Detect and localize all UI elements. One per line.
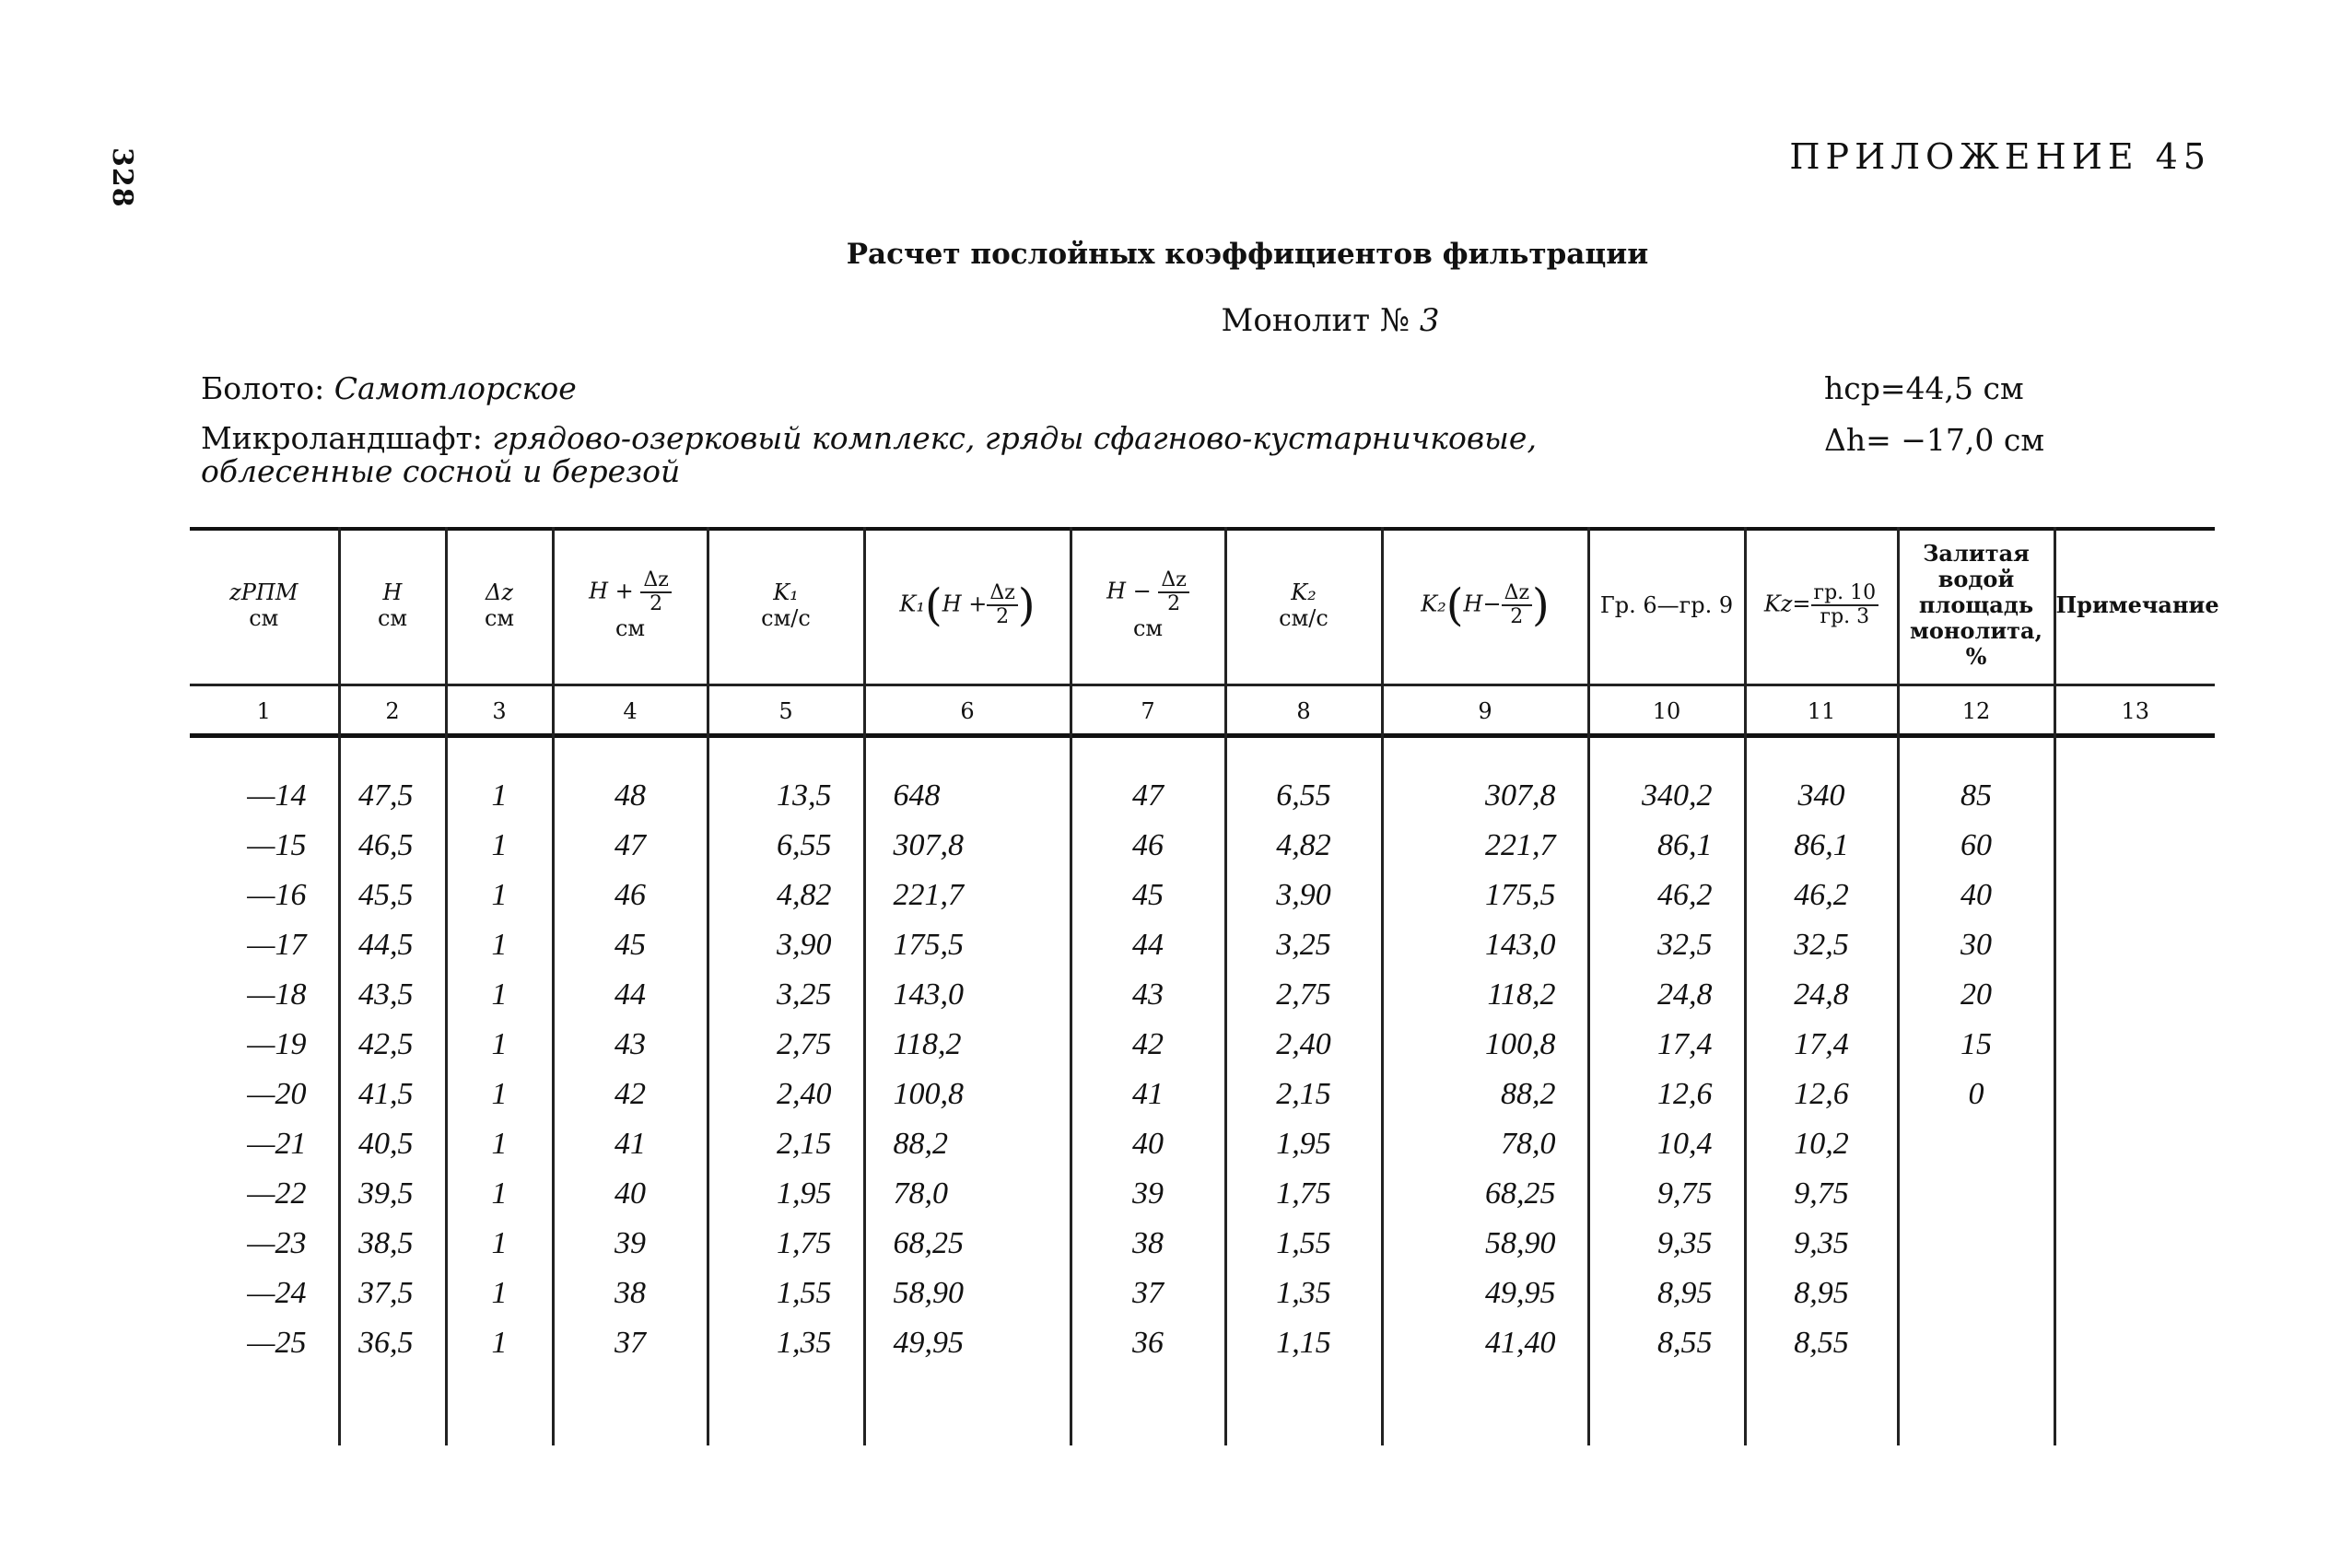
column-number: 3	[446, 685, 553, 737]
table-cell: 648	[864, 771, 1071, 821]
table-cell: —25	[247, 1326, 307, 1360]
table-cell: 3,90	[1225, 871, 1382, 920]
table-cell: 36,5	[339, 1318, 446, 1368]
table-row	[190, 821, 2215, 871]
subtitle-wrap	[1056, 302, 1440, 339]
micro-label: Микроландшафт:	[201, 420, 483, 456]
column-number: 12	[1898, 685, 2054, 737]
table-cell: 47	[553, 821, 708, 871]
table-cell: 58,90	[1382, 1219, 1588, 1269]
table-cell: 86,1	[1588, 821, 1745, 871]
table-cell: 10,2	[1745, 1119, 1898, 1169]
table-cell: —22	[247, 1176, 307, 1211]
table-cell: 221,7	[864, 871, 1071, 920]
table-cell: 221,7	[1382, 821, 1588, 871]
table-cell: 43	[1071, 970, 1225, 1020]
table-cell: 6,55	[708, 821, 864, 871]
table-cell: —17	[247, 928, 307, 962]
header-h-plus: H + $\frac{\Delta z}{2}$ см	[553, 527, 708, 685]
table-cell: —23	[247, 1226, 307, 1260]
header-row	[190, 527, 2215, 685]
table-cell: 46	[553, 871, 708, 920]
micro-value: грядово-озерковый комплекс, гряды сфагново-кустарничковые, облесенные сосной и березой	[201, 420, 1537, 489]
table-cell: 1,75	[708, 1219, 864, 1269]
table-cell: 17,4	[1588, 1020, 1745, 1070]
table-cell	[2054, 1119, 2215, 1169]
table-cell: 2,15	[708, 1119, 864, 1169]
table-row	[190, 1318, 2215, 1368]
table-cell: —24	[247, 1276, 307, 1310]
table-cell	[2054, 1318, 2215, 1368]
table-cell: 1	[446, 1070, 553, 1119]
table-cell: 1,55	[1225, 1219, 1382, 1269]
table-cell: 1,15	[1225, 1318, 1382, 1368]
table-cell: 45	[1071, 871, 1225, 920]
filtration-table	[190, 527, 2219, 1448]
table-cell: 1,35	[708, 1318, 864, 1368]
level-delta: Δh= −17,0 см	[1824, 422, 2044, 458]
table-cell: 40,5	[339, 1119, 446, 1169]
table-cell: 340,2	[1588, 771, 1745, 821]
table-cell: 42,5	[339, 1020, 446, 1070]
page-number: 328	[106, 147, 138, 208]
header-kz: Kz= $\frac{гр. 10}{гр. 3}$	[1745, 527, 1898, 685]
table-cell	[2054, 1070, 2215, 1119]
table-cell: 3,25	[708, 970, 864, 1020]
spacer-row	[190, 736, 2215, 771]
table-cell: 42	[1071, 1020, 1225, 1070]
table-cell: 39,5	[339, 1169, 446, 1219]
table-cell	[2054, 1020, 2215, 1070]
bog-label: Болото:	[201, 370, 325, 406]
table-cell: 68,25	[864, 1219, 1071, 1269]
table-cell: —14	[247, 778, 307, 813]
table-cell: —16	[247, 878, 307, 912]
table-cell: 100,8	[1382, 1020, 1588, 1070]
table-cell: 37,5	[339, 1269, 446, 1318]
table-cell: 1,55	[708, 1269, 864, 1318]
table-cell: 1	[446, 1219, 553, 1269]
table-cell: 0	[1898, 1070, 2054, 1119]
table-cell: 78,0	[864, 1169, 1071, 1219]
table-cell: 15	[1898, 1020, 2054, 1070]
table-cell: 37	[553, 1318, 708, 1368]
table-row	[190, 1070, 2215, 1119]
table-cell: 1	[446, 771, 553, 821]
table-cell: 20	[1898, 970, 2054, 1020]
table-cell: 1	[446, 871, 553, 920]
table-cell: 100,8	[864, 1070, 1071, 1119]
table-cell: 40	[1071, 1119, 1225, 1169]
table-row	[190, 920, 2215, 970]
header-k2: K₂ см/с	[1225, 527, 1382, 685]
microlandscape-line	[201, 422, 1583, 488]
table-cell: 9,75	[1588, 1169, 1745, 1219]
table-cell: 88,2	[1382, 1070, 1588, 1119]
table-cell: 44	[1071, 920, 1225, 970]
table-cell: 46,5	[339, 821, 446, 871]
table-row	[190, 1020, 2215, 1070]
column-number: 8	[1225, 685, 1382, 737]
table-cell: 9,75	[1745, 1169, 1898, 1219]
table-cell: 1	[446, 1119, 553, 1169]
tail-row	[190, 1368, 2215, 1445]
table-cell	[2054, 1219, 2215, 1269]
table-cell: 175,5	[1382, 871, 1588, 920]
table-cell: 2,75	[708, 1020, 864, 1070]
table-cell	[2054, 970, 2215, 1020]
column-number: 5	[708, 685, 864, 737]
table-cell: 307,8	[864, 821, 1071, 871]
header-flooded-area: Залитая водой площадь монолита, %	[1898, 527, 2054, 685]
table-cell: 41	[553, 1119, 708, 1169]
header-note: Примечание	[2054, 527, 2215, 685]
table-cell	[1898, 1119, 2054, 1169]
table-cell: 46	[1071, 821, 1225, 871]
column-number: 2	[339, 685, 446, 737]
table-cell: 41	[1071, 1070, 1225, 1119]
table-cell: 38,5	[339, 1219, 446, 1269]
table-cell: 2,15	[1225, 1070, 1382, 1119]
table-cell: 47	[1071, 771, 1225, 821]
table-cell: —21	[247, 1127, 307, 1161]
header-k2-product: K₂(H− $\frac{\Delta z}{2}$ )	[1382, 527, 1588, 685]
table-cell: 85	[1898, 771, 2054, 821]
table-cell: 1,35	[1225, 1269, 1382, 1318]
table-cell: 68,25	[1382, 1169, 1588, 1219]
table-cell	[2054, 771, 2215, 821]
table-cell: 1	[446, 821, 553, 871]
table-cell: 4,82	[708, 871, 864, 920]
table-row	[190, 970, 2215, 1020]
table-cell: 118,2	[1382, 970, 1588, 1020]
table-cell: 24,8	[1745, 970, 1898, 1020]
table-cell	[2054, 1169, 2215, 1219]
table-cell: 17,4	[1745, 1020, 1898, 1070]
table-cell: 32,5	[1588, 920, 1745, 970]
table-cell: 9,35	[1588, 1219, 1745, 1269]
header-h: H см	[339, 527, 446, 685]
table-cell: 1	[446, 1020, 553, 1070]
table-cell: 42	[553, 1070, 708, 1119]
table-cell	[2054, 1269, 2215, 1318]
table-row	[190, 1119, 2215, 1169]
subtitle-label: Монолит №	[1221, 302, 1410, 339]
appendix-heading: ПРИЛОЖЕНИЕ 45	[1789, 136, 2211, 177]
table-cell: 39	[1071, 1169, 1225, 1219]
table-cell: 40	[1898, 871, 2054, 920]
table-cell: 3,25	[1225, 920, 1382, 970]
document-title-text: Расчет послойных коэффициентов фильтрации	[846, 238, 1649, 271]
table-cell	[2054, 920, 2215, 970]
table-cell: 49,95	[1382, 1269, 1588, 1318]
table-cell: 4,82	[1225, 821, 1382, 871]
table-cell: 1	[446, 970, 553, 1020]
table-cell: 143,0	[1382, 920, 1588, 970]
table-cell: 60	[1898, 821, 2054, 871]
data-grid	[190, 527, 2219, 1445]
table-cell: 1	[446, 920, 553, 970]
table-cell: 46,2	[1588, 871, 1745, 920]
column-number: 1	[190, 685, 339, 737]
table-cell: —15	[247, 828, 307, 862]
table-cell: 13,5	[708, 771, 864, 821]
subtitle-number: 3	[1419, 302, 1440, 339]
table-cell: 41,5	[339, 1070, 446, 1119]
table-cell	[1898, 1219, 2054, 1269]
table-cell: 39	[553, 1219, 708, 1269]
column-number: 7	[1071, 685, 1225, 737]
table-cell: 10,4	[1588, 1119, 1745, 1169]
table-cell: 340	[1745, 771, 1898, 821]
table-cell: 9,35	[1745, 1219, 1898, 1269]
column-number-row	[190, 685, 2215, 737]
table-cell: 38	[553, 1269, 708, 1318]
table-cell: 2,40	[708, 1070, 864, 1119]
column-number: 4	[553, 685, 708, 737]
table-cell: 12,6	[1745, 1070, 1898, 1119]
table-cell: 88,2	[864, 1119, 1071, 1169]
table-cell	[1898, 1318, 2054, 1368]
table-row	[190, 1169, 2215, 1219]
monolith-subtitle	[0, 302, 2329, 339]
table-cell: 46,2	[1745, 871, 1898, 920]
table-cell: 1,75	[1225, 1169, 1382, 1219]
table-cell: 1	[446, 1318, 553, 1368]
table-cell: 24,8	[1588, 970, 1745, 1020]
column-number: 10	[1588, 685, 1745, 737]
table-cell: 45,5	[339, 871, 446, 920]
document-title	[0, 238, 2329, 271]
table-cell: 43,5	[339, 970, 446, 1020]
column-number: 9	[1382, 685, 1588, 737]
table-cell: 2,40	[1225, 1020, 1382, 1070]
table-cell: 47,5	[339, 771, 446, 821]
table-cell: 2,75	[1225, 970, 1382, 1020]
table-cell: 40	[553, 1169, 708, 1219]
mean-level: hср=44,5 см	[1824, 370, 2024, 406]
table-cell: 8,95	[1745, 1269, 1898, 1318]
table-cell: 143,0	[864, 970, 1071, 1020]
table-cell: 48	[553, 771, 708, 821]
table-cell: —20	[247, 1077, 307, 1111]
table-cell: 1,95	[708, 1169, 864, 1219]
table-cell: 12,6	[1588, 1070, 1745, 1119]
table-cell: 86,1	[1745, 821, 1898, 871]
table-cell: 44	[553, 970, 708, 1020]
table-cell: 6,55	[1225, 771, 1382, 821]
table-cell: 36	[1071, 1318, 1225, 1368]
table-cell: 37	[1071, 1269, 1225, 1318]
table-row	[190, 871, 2215, 920]
table-cell: 49,95	[864, 1318, 1071, 1368]
header-k1: K₁ см/с	[708, 527, 864, 685]
table-cell: 1,95	[1225, 1119, 1382, 1169]
header-k1-product: K₁(H + $\frac{\Delta z}{2}$ )	[864, 527, 1071, 685]
table-cell: 45	[553, 920, 708, 970]
bog-value: Самотлорское	[334, 370, 577, 406]
table-row	[190, 1269, 2215, 1318]
table-cell: —18	[247, 977, 307, 1012]
column-number: 13	[2054, 685, 2215, 737]
table-cell: 307,8	[1382, 771, 1588, 821]
table-cell	[1898, 1269, 2054, 1318]
header-zrpm: zРПМ см	[229, 579, 298, 631]
table-cell: 8,95	[1588, 1269, 1745, 1318]
table-cell: 44,5	[339, 920, 446, 970]
bog-line	[201, 370, 577, 406]
table-cell: 8,55	[1588, 1318, 1745, 1368]
table-cell	[2054, 871, 2215, 920]
table-cell: 1	[446, 1269, 553, 1318]
table-cell	[1898, 1169, 2054, 1219]
table-row	[190, 771, 2215, 821]
table-body	[190, 771, 2215, 1368]
table-cell: 30	[1898, 920, 2054, 970]
column-number: 11	[1745, 685, 1898, 737]
table-cell: 3,90	[708, 920, 864, 970]
table-cell: 32,5	[1745, 920, 1898, 970]
column-number: 6	[864, 685, 1071, 737]
table-cell: 1	[446, 1169, 553, 1219]
header-dz: Δz см	[446, 527, 553, 685]
table-cell: 175,5	[864, 920, 1071, 970]
table-cell: —19	[247, 1027, 307, 1061]
header-diff: Гр. 6—гр. 9	[1588, 527, 1745, 685]
table-cell: 8,55	[1745, 1318, 1898, 1368]
table-cell: 43	[553, 1020, 708, 1070]
table-cell	[2054, 821, 2215, 871]
table-cell: 58,90	[864, 1269, 1071, 1318]
table-cell: 118,2	[864, 1020, 1071, 1070]
table-cell: 38	[1071, 1219, 1225, 1269]
table-row	[190, 1219, 2215, 1269]
table-cell: 41,40	[1382, 1318, 1588, 1368]
header-h-minus: H − $\frac{\Delta z}{2}$ см	[1071, 527, 1225, 685]
table-cell: 78,0	[1382, 1119, 1588, 1169]
